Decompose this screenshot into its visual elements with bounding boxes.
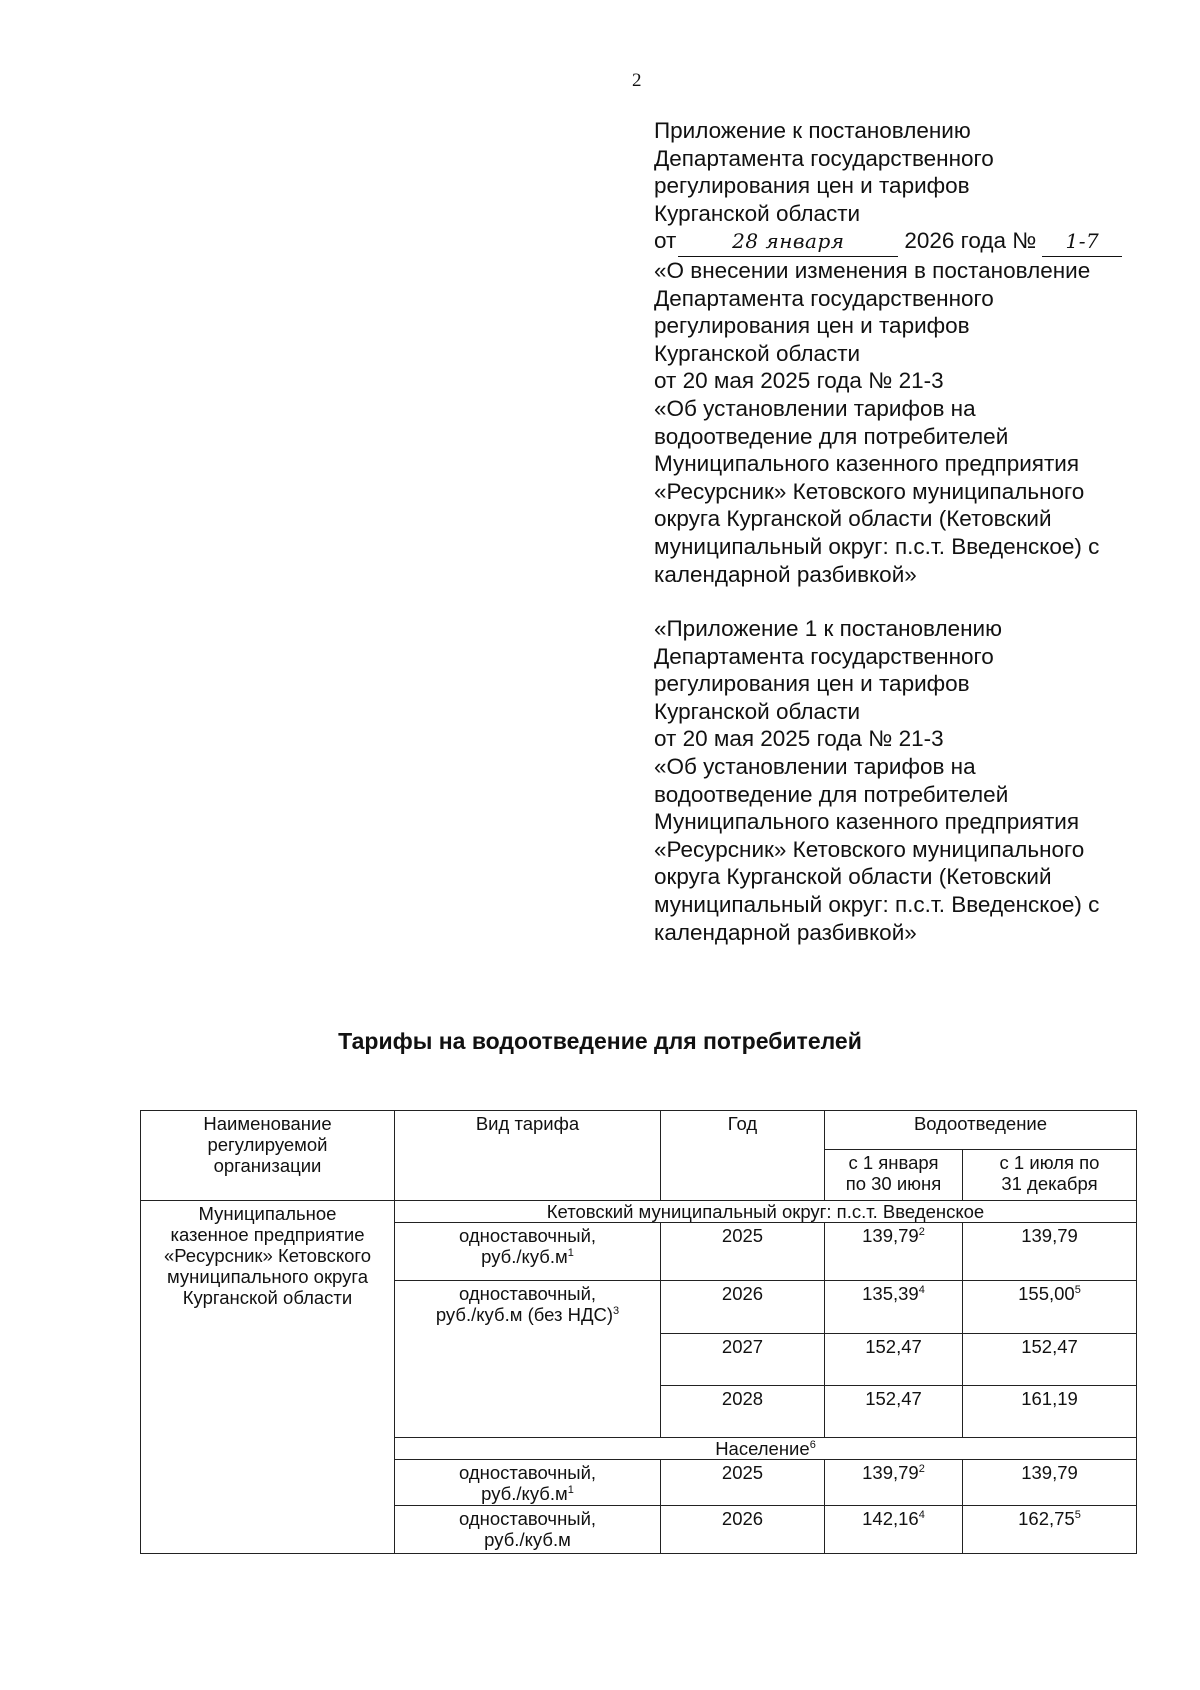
year-text: 2026 года № (904, 228, 1037, 254)
handwritten-date: 28 января (732, 229, 845, 254)
period2-value: 155,00$^5$ (963, 1281, 1137, 1334)
section-label: Кетовский муниципальный округ: п.с.т. Введенское (395, 1201, 1137, 1223)
appendix-line: регулирования цен и тарифов (654, 173, 970, 199)
header-year: Год (661, 1111, 825, 1201)
handwritten-number-field (1042, 227, 1122, 257)
tariff-type-cell: одноставочный, руб./куб.м (395, 1506, 661, 1554)
header-period-2: с 1 июля по 31 декабря (963, 1150, 1137, 1201)
header-service: Водоотведение (825, 1111, 1137, 1150)
table-header-row (141, 1111, 1137, 1150)
period1-value: 152,47 (825, 1334, 963, 1386)
paragraph-gap (654, 588, 1174, 615)
appendix-line: «Об установлении тарифов на (654, 754, 976, 780)
period1-value: 142,16$^4$ (825, 1506, 963, 1554)
year-cell: 2028 (661, 1386, 825, 1438)
appendix-line: Муниципального казенного предприятия (654, 451, 1080, 477)
appendix-line: календарной разбивкой» (654, 919, 917, 945)
tariff-type-cell: одноставочный, руб./куб.м (без НДС)$^3$ (395, 1281, 661, 1438)
appendix-line: округа Курганской области (Кетовский (654, 506, 1052, 532)
period1-value: 139,79$^2$ (825, 1223, 963, 1281)
tariffs-table (140, 1110, 1137, 1554)
org-name-cell: Муниципальное казенное предприятие «Ресурсник» Кетовского муниципального округа Курганской области (141, 1201, 395, 1554)
section-label: Население$^6$ (395, 1438, 1137, 1460)
table-title: Тарифы на водоотведение для потребителей (338, 1028, 862, 1054)
appendix-line: календарной разбивкой» (654, 561, 917, 587)
appendix-line: «Приложение 1 к постановлению (654, 616, 1002, 642)
appendix-header (654, 117, 1174, 946)
appendix-line: округа Курганской области (Кетовский (654, 864, 1052, 890)
header-period-1: с 1 января по 30 июня (825, 1150, 963, 1201)
section-row (141, 1201, 1137, 1223)
page-number: 2 (632, 70, 642, 91)
appendix-line: «Ресурсник» Кетовского муниципального (654, 478, 1085, 504)
period1-value: 135,39$^4$ (825, 1281, 963, 1334)
appendix-line: муниципальный округ: п.с.т. Введенское) с (654, 892, 1100, 918)
appendix-line: Муниципального казенного предприятия (654, 809, 1080, 835)
period2-value: 139,79 (963, 1223, 1137, 1281)
year-cell: 2025 (661, 1460, 825, 1506)
appendix-line: Курганской области (654, 200, 861, 226)
tariff-type-cell: одноставочный, $руб./куб.м^1$ (395, 1223, 661, 1281)
appendix-line: водоотведение для потребителей (654, 781, 1009, 807)
header-org: Наименование регулируемой организации (141, 1111, 395, 1201)
appendix-line: Приложение к постановлению (654, 118, 971, 143)
appendix-line: «О внесении изменения в постановление (654, 257, 1091, 283)
appendix-line: Департамента государственного (654, 285, 994, 311)
appendix-line: «Об установлении тарифов на (654, 395, 976, 421)
appendix-line: водоотведение для потребителей (654, 423, 1009, 449)
decree-date-line (654, 227, 1174, 257)
appendix-line: регулирования цен и тарифов (654, 671, 970, 697)
appendix-line: от 20 мая 2025 года № 21-3 (654, 368, 944, 394)
period1-value: 139,79$^2$ (825, 1460, 963, 1506)
appendix-line: «Ресурсник» Кетовского муниципального (654, 836, 1085, 862)
date-prefix: от (654, 228, 677, 254)
period2-value: 162,75$^5$ (963, 1506, 1137, 1554)
handwritten-number: 1-7 (1065, 229, 1100, 254)
year-cell: 2025 (661, 1223, 825, 1281)
appendix-line: Департамента государственного (654, 643, 994, 669)
period2-value: 139,79 (963, 1460, 1137, 1506)
header-tariff-type: Вид тарифа (395, 1111, 661, 1201)
tariff-type-cell: одноставочный, $руб./куб.м^1$ (395, 1460, 661, 1506)
year-cell: 2027 (661, 1334, 825, 1386)
period2-value: 161,19 (963, 1386, 1137, 1438)
appendix-line: Департамента государственного (654, 145, 994, 171)
handwritten-date-field (678, 227, 898, 257)
year-cell: 2026 (661, 1281, 825, 1334)
appendix-line: от 20 мая 2025 года № 21-3 (654, 726, 944, 752)
appendix-line: Курганской области (654, 698, 861, 724)
period2-value: 152,47 (963, 1334, 1137, 1386)
period1-value: 152,47 (825, 1386, 963, 1438)
appendix-line: регулирования цен и тарифов (654, 313, 970, 339)
year-cell: 2026 (661, 1506, 825, 1554)
appendix-line: муниципальный округ: п.с.т. Введенское) с (654, 533, 1100, 559)
appendix-line: Курганской области (654, 340, 861, 366)
